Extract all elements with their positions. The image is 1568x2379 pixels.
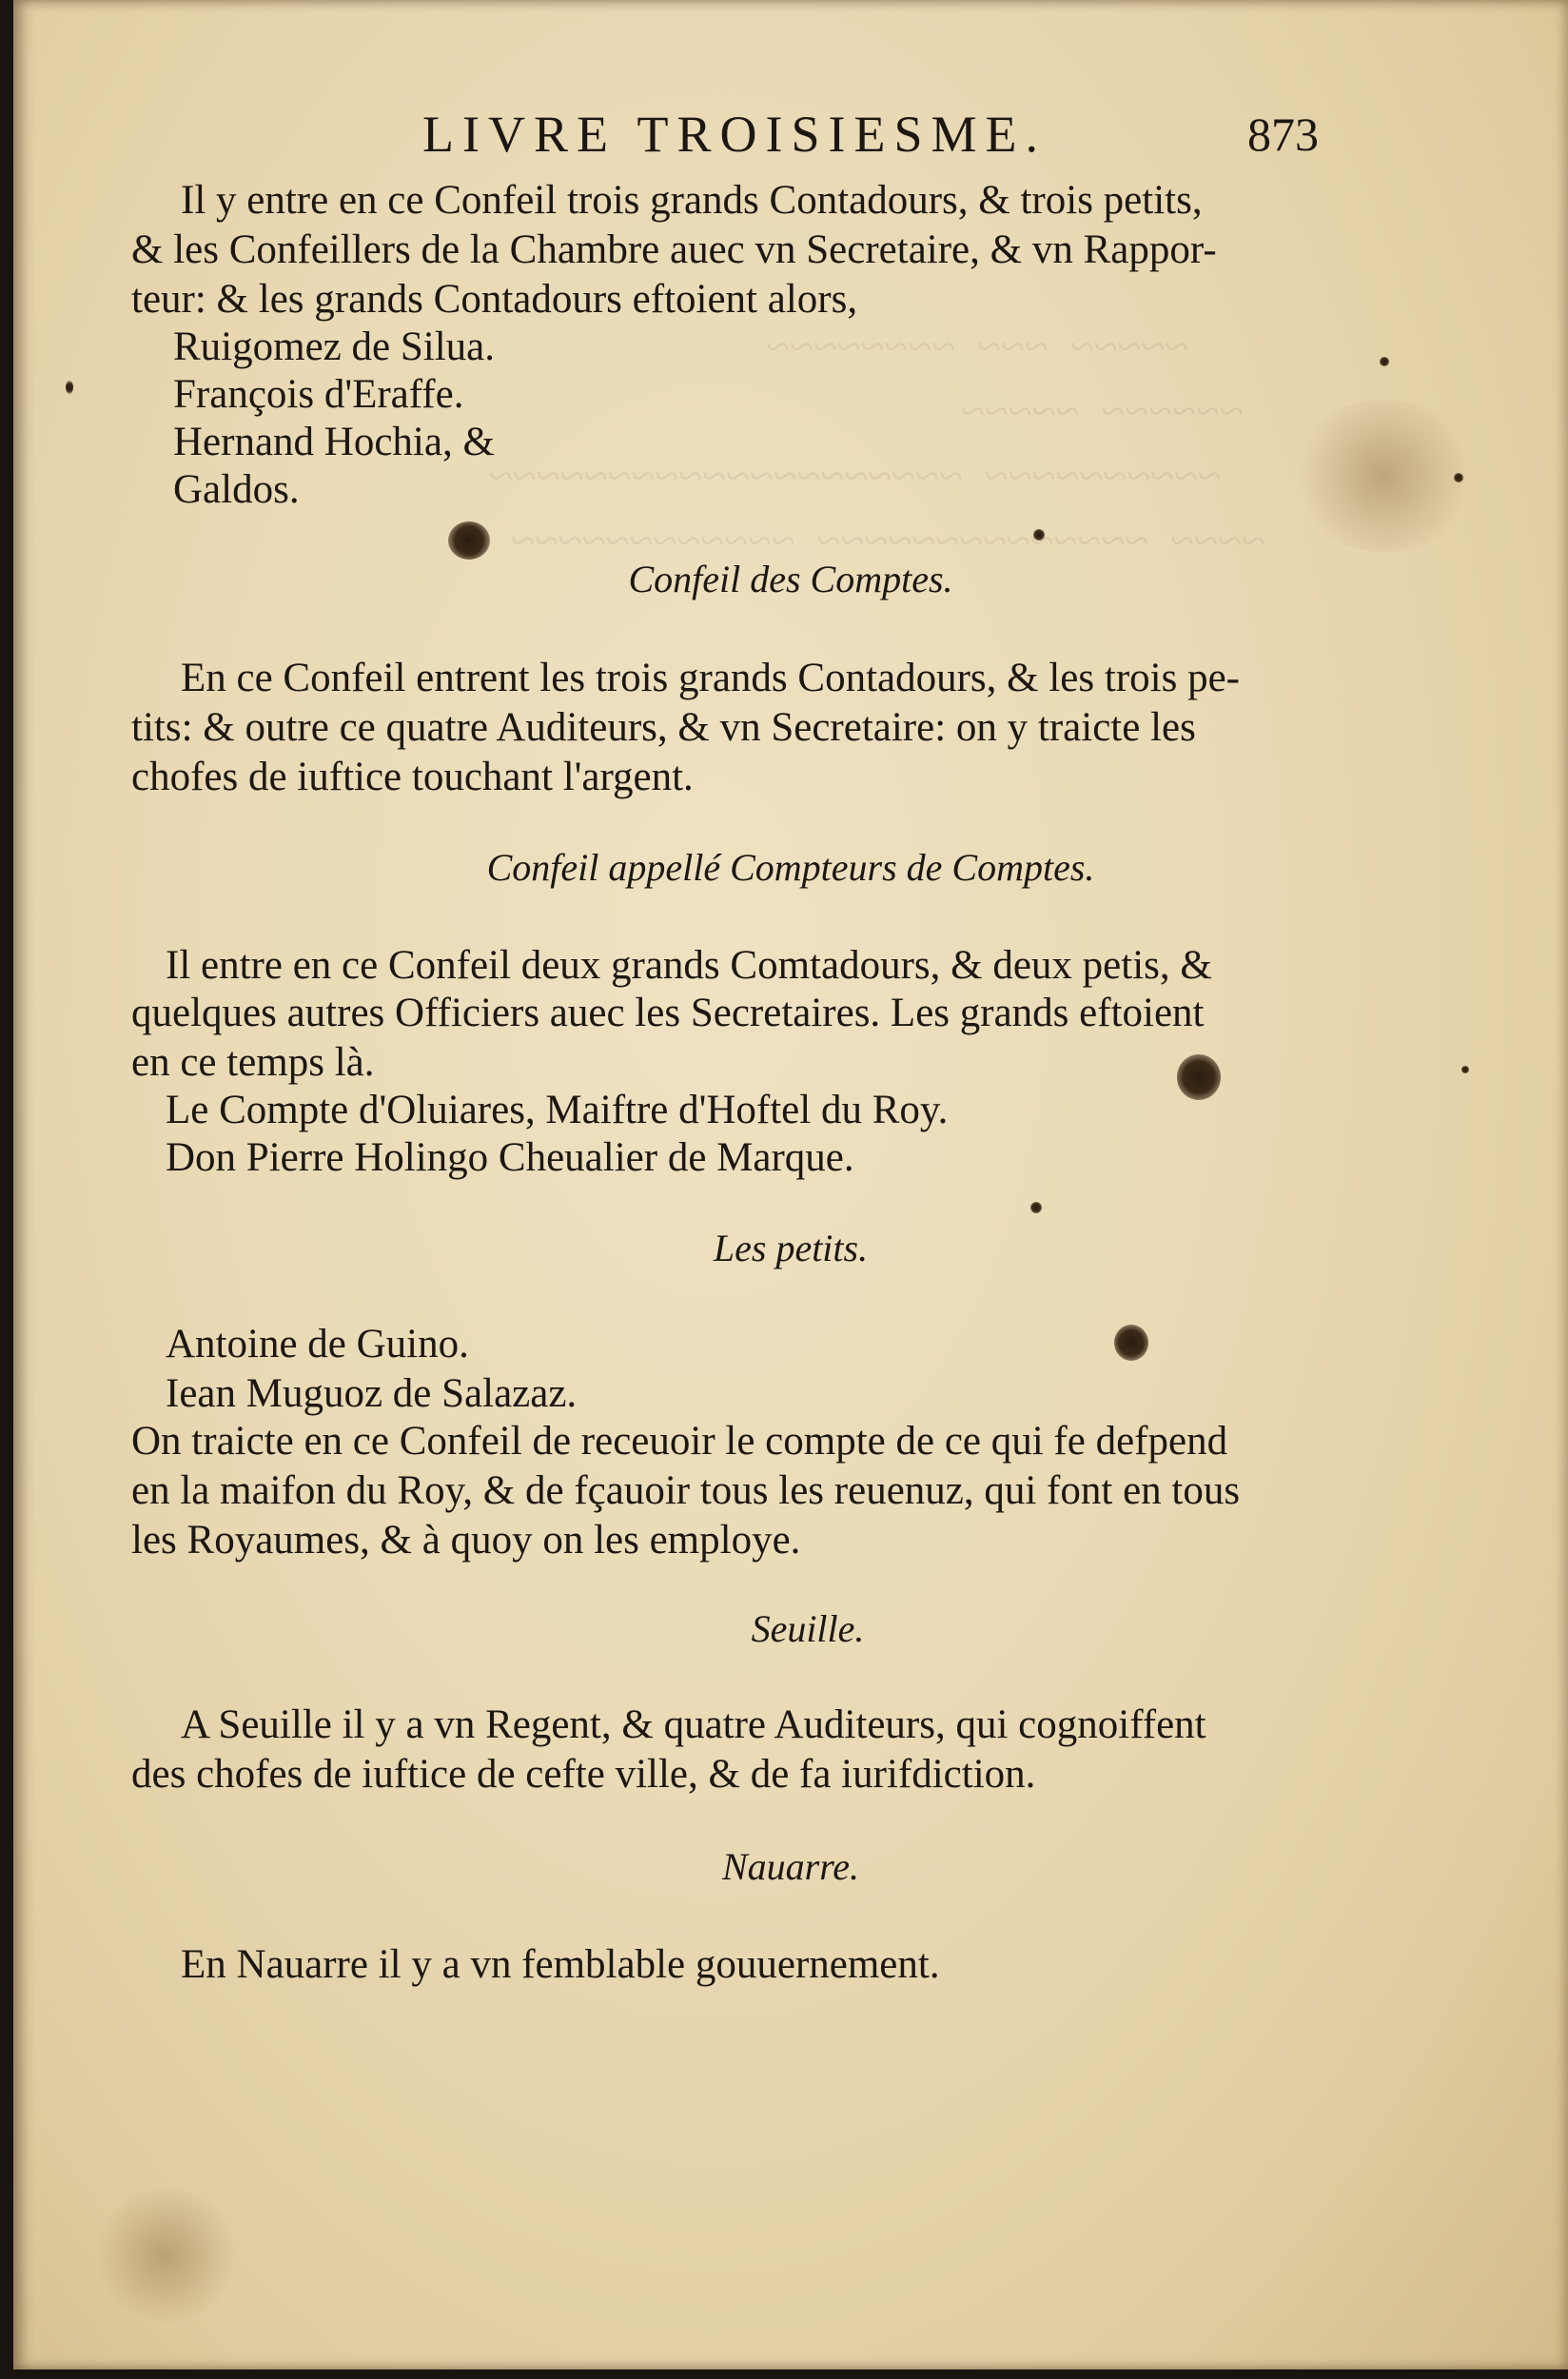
paper-stain [1288, 400, 1479, 552]
section-heading: Nauarre. [721, 1845, 860, 1888]
name-entry: Le Compte d'Oluiares, Maiftre d'Hoftel du Roy. [166, 1088, 949, 1132]
text-line: & les Confeillers de la Chambre auec vn Secretaire, & vn Rappor- [131, 227, 1217, 272]
book-page [13, 0, 1568, 2369]
text-line: en la maifon du Roy, & de fçauoir tous les reuenuz, qui font en tous [131, 1468, 1241, 1513]
ink-spot [1114, 1325, 1148, 1361]
ink-spot [66, 381, 73, 394]
name-entry: Iean Muguoz de Salazaz. [166, 1371, 578, 1416]
page-number: 873 [1247, 108, 1319, 161]
section-heading: Confeil des Comptes. [628, 558, 953, 600]
section-heading: Les petits. [713, 1227, 869, 1269]
text-line: en ce temps là. [131, 1040, 375, 1085]
text-line: A Seuille il y a vn Regent, & quatre Auditeurs, qui cognoiffent [181, 1702, 1206, 1747]
section-heading: Seuille. [751, 1607, 865, 1650]
text-line: Il y entre en ce Confeil trois grands Contadours, & trois petits, [181, 178, 1203, 223]
ink-spot [1033, 529, 1045, 541]
text-line: teur: & les grands Contadours eftoient alors, [131, 277, 858, 322]
text-line: En ce Confeil entrent les trois grands Contadours, & les trois pe- [181, 656, 1240, 700]
name-entry: Don Pierre Holingo Cheualier de Marque. [166, 1135, 854, 1180]
ink-spot [448, 521, 490, 560]
name-entry: Hernand Hochia, & [173, 420, 495, 464]
section-heading: Confeil appellé Compteurs de Comptes. [486, 846, 1095, 889]
text-line: des chofes de iuftice de cefte ville, & de fa iurifdiction. [131, 1752, 1036, 1797]
name-entry: Ruigomez de Silua. [173, 324, 495, 369]
text-line: tits: & outre ce quatre Auditeurs, & vn Secretaire: on y traicte les [131, 705, 1196, 750]
ink-spot [1030, 1202, 1042, 1213]
ink-spot [1177, 1054, 1221, 1100]
page-header [13, 105, 1568, 162]
name-entry: Galdos. [173, 467, 300, 512]
text-line: En Nauarre il y a vn femblable gouuernement. [181, 1942, 940, 1987]
ink-spot [1461, 1066, 1469, 1073]
ink-spot [1380, 357, 1389, 366]
text-line: Il entre en ce Confeil deux grands Comtadours, & deux petis, & [166, 943, 1212, 988]
paper-stain [89, 2189, 242, 2322]
text-line: quelques autres Officiers auec les Secretaires. Les grands eftoient [131, 991, 1205, 1035]
show-through-texture: ~~~~~ ~~~ ~~~~~~~~ ~~~~~~ ~~~~~ ~~~~~~~~~~ ~~~~~~~~~~~~~~~~~~~~ ~~~~ ~~~~~~~~~~~~~~ ~~~~~~~~~~~~ [489, 322, 1265, 564]
text-line: On traicte en ce Confeil de receuoir le compte de ce qui fe defpend [131, 1419, 1228, 1464]
running-title: LIVRE TROISIESME. [422, 106, 1048, 163]
text-line: les Royaumes, & à quoy on les employe. [131, 1518, 801, 1563]
text-line: chofes de iuftice touchant l'argent. [131, 755, 694, 799]
name-entry: Antoine de Guino. [166, 1322, 469, 1366]
name-entry: François d'Eraffe. [173, 372, 464, 417]
